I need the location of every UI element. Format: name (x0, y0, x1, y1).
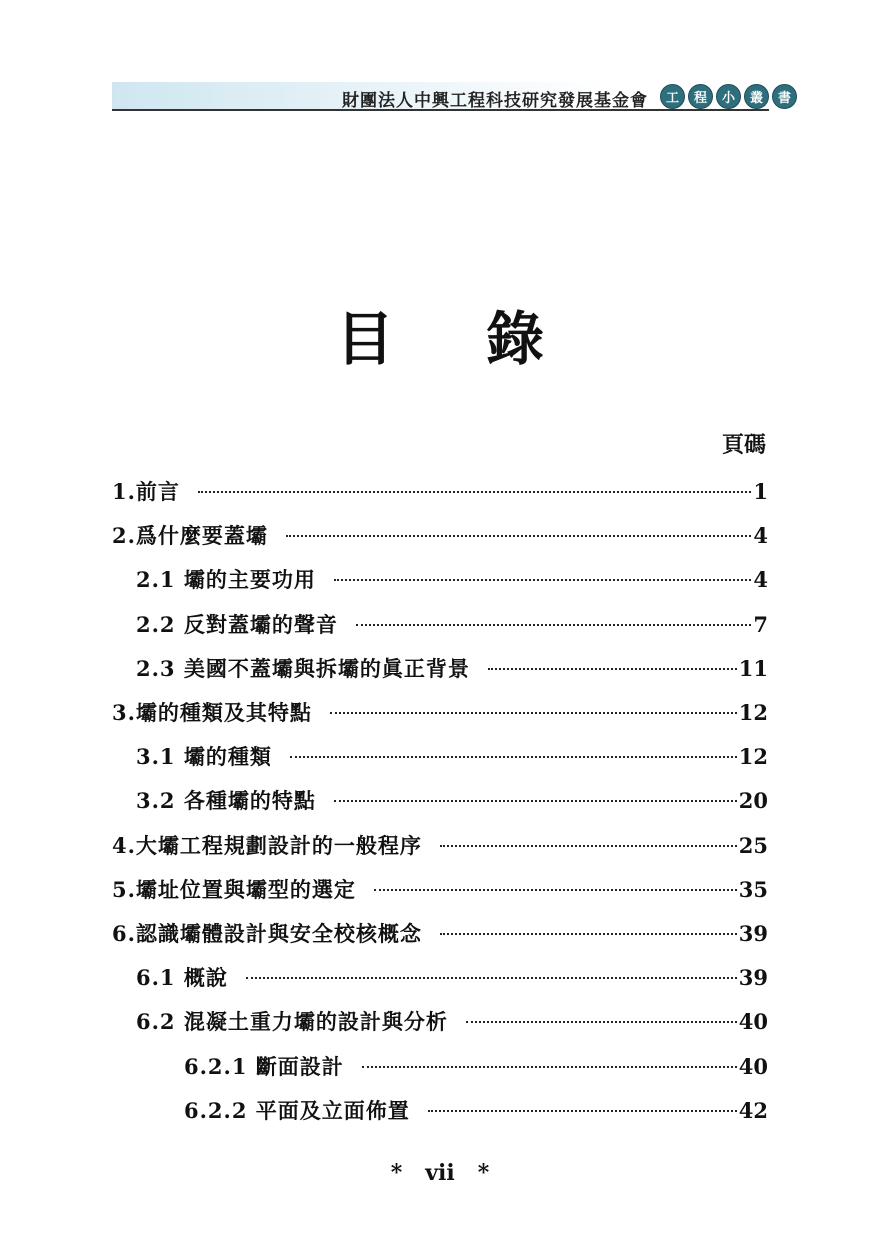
toc-entry-page: 12 (738, 700, 768, 725)
series-badge-char: 程 (688, 84, 713, 109)
toc-entry[interactable] (112, 476, 768, 506)
toc-entry[interactable] (184, 1051, 768, 1081)
toc-dot-leader (334, 800, 737, 802)
toc-dot-leader (488, 668, 737, 670)
toc-entry-label: 6.1 概說 (136, 965, 228, 991)
toc-dot-leader (198, 491, 751, 493)
toc-entry-page: 1 (753, 479, 768, 504)
toc-entry-label: 6.2 混凝土重力壩的設計與分析 (136, 1009, 448, 1035)
toc-dot-leader (290, 756, 737, 758)
toc-dot-leader (286, 535, 751, 537)
series-badge-char: 叢 (744, 84, 769, 109)
toc-dot-leader (356, 624, 752, 626)
toc-entry-label: 6.2.2 平面及立面佈置 (184, 1097, 410, 1123)
toc-entry[interactable] (112, 918, 768, 948)
series-badge-char: 書 (772, 84, 797, 109)
series-badge-char: 小 (716, 84, 741, 109)
toc-entry-page: 39 (738, 921, 768, 946)
toc-entry[interactable] (136, 962, 768, 992)
page-title: 目錄 (335, 305, 636, 373)
toc-entry[interactable] (136, 741, 768, 771)
toc-entry[interactable] (136, 1006, 768, 1036)
toc-dot-leader (428, 1110, 737, 1112)
toc-entry-label: 6.2.1 斷面設計 (184, 1053, 344, 1079)
toc-entry-label: 3.2 各種壩的特點 (136, 788, 316, 814)
toc-entry[interactable] (112, 697, 768, 727)
page-footer: * vii * (390, 1160, 490, 1186)
toc-entry[interactable] (112, 874, 768, 904)
toc-dot-leader (362, 1066, 737, 1068)
toc-entry-label: 6.認識壩體設計與安全校核概念 (112, 921, 422, 946)
toc-entry-label: 5.壩址位置與壩型的選定 (112, 876, 356, 902)
toc-entry-page: 12 (738, 744, 768, 770)
toc-dot-leader (440, 845, 737, 847)
toc-entry-page: 39 (738, 965, 768, 991)
toc-entry-page: 35 (738, 876, 768, 902)
toc-dot-leader (440, 933, 737, 935)
series-badge-char: 工 (660, 84, 685, 109)
page-column-label: 頁碼 (721, 432, 766, 458)
toc-entry-page: 25 (738, 832, 768, 858)
toc-dot-leader (334, 579, 752, 581)
toc-entry-page: 40 (738, 1009, 768, 1035)
toc-entry[interactable] (136, 564, 768, 594)
series-badge (660, 84, 797, 109)
toc-entry[interactable] (184, 1095, 768, 1125)
toc-dot-leader (466, 1021, 737, 1023)
toc-entry-label: 3.1 壩的種類 (136, 744, 272, 770)
toc-entry[interactable] (136, 609, 768, 639)
toc-dot-leader (246, 977, 737, 979)
toc-entry-page: 42 (738, 1097, 768, 1123)
toc-entry-page: 4 (753, 523, 768, 549)
toc-entry-page: 4 (753, 567, 768, 593)
toc-entry-label: 2.爲什麼要蓋壩 (112, 523, 268, 549)
toc-entry-page: 20 (738, 788, 768, 814)
toc-entry[interactable] (112, 520, 768, 550)
toc-entry-page: 11 (738, 655, 768, 681)
toc-entry-page: 7 (753, 611, 768, 637)
toc-entry-label: 4.大壩工程規劃設計的一般程序 (112, 832, 422, 858)
toc-entry-label: 2.3 美國不蓋壩與拆壩的眞正背景 (136, 655, 470, 681)
toc-entry[interactable] (112, 830, 768, 860)
toc-entry-label: 2.2 反對蓋壩的聲音 (136, 611, 338, 637)
toc-entry-page: 40 (738, 1053, 768, 1079)
toc-entry-label: 3.壩的種類及其特點 (112, 700, 312, 725)
toc-entry[interactable] (136, 785, 768, 815)
toc-dot-leader (330, 712, 737, 714)
toc-entry-label: 2.1 壩的主要功用 (136, 567, 316, 593)
header-organization: 財團法人中興工程科技研究發展基金會 (342, 91, 648, 111)
toc-dot-leader (374, 889, 737, 891)
toc-entry[interactable] (136, 653, 768, 683)
toc-entry-label: 1.前言 (112, 479, 180, 504)
